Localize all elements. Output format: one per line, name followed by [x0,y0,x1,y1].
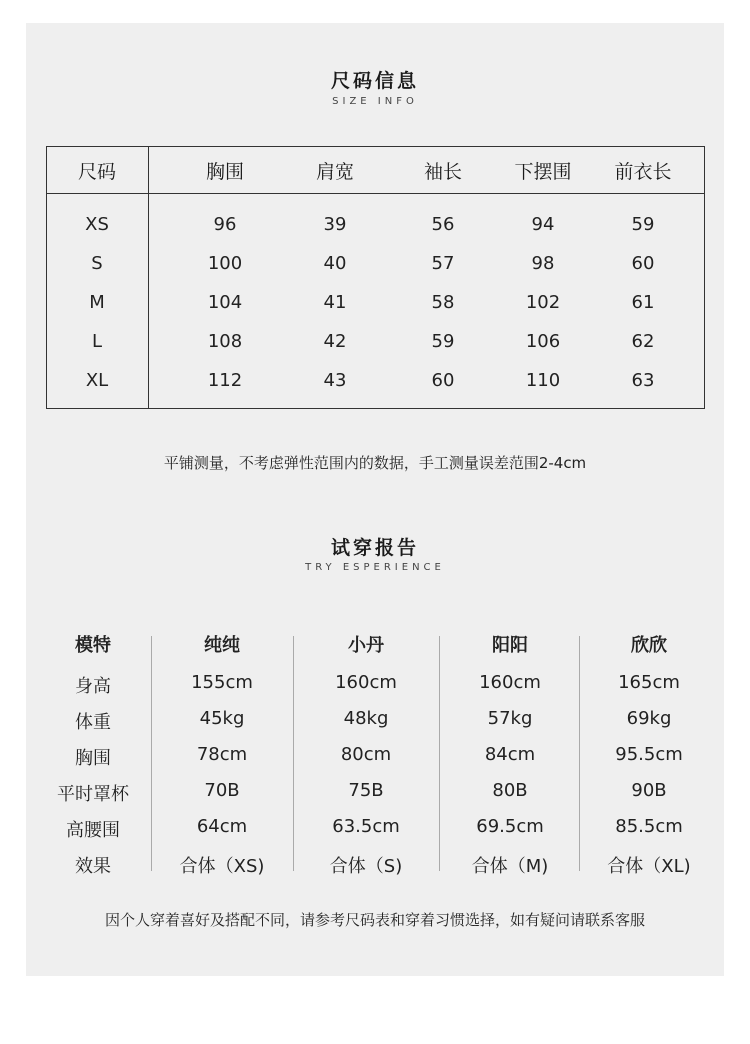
measurement-value: 85.5cm [615,816,683,837]
size-label: M [89,292,105,313]
size-table-cell: 40 [323,253,347,274]
measurement-value: 160cm [479,672,541,693]
measurement-note: 平铺测量，不考虑弹性范围内的数据，手工测量误差范围2-4cm [163,454,587,472]
measurement-value: 80B [492,780,528,801]
measurement-value: 160cm [335,672,397,693]
measurement-value: 合体（XS) [179,856,265,877]
size-table-cell: 102 [525,292,561,313]
model-name: 纯纯 [204,635,240,656]
size-table-cell: 56 [431,214,455,235]
table-column-divider [148,147,149,408]
size-table-cell: 106 [525,331,561,352]
size-label: XL [85,370,109,391]
size-label: L [91,331,103,352]
size-info-title: 尺码信息 [330,70,419,92]
size-table-cell: 60 [431,370,455,391]
measurement-value: 80cm [340,744,392,765]
column-divider [293,636,294,871]
size-table-cell: 110 [525,370,561,391]
model-name: 小丹 [348,635,384,656]
size-table-cell: 43 [323,370,347,391]
measurement-value: 合体（XL) [607,856,691,877]
size-info-subtitle: SIZE INFO [332,96,418,107]
size-table-header: 袖长 [423,161,463,183]
size-label: S [91,253,103,274]
measurement-label: 高腰围 [66,820,120,841]
measurement-value: 45kg [199,708,245,729]
column-divider [151,636,152,871]
measurement-value: 57kg [487,708,533,729]
try-report-subtitle: TRY ESPERIENCE [305,562,445,573]
size-table-cell: 41 [323,292,347,313]
measurement-value: 69kg [626,708,672,729]
size-table-cell: 62 [631,331,655,352]
size-label: XS [85,214,109,235]
measurement-label: 身高 [75,676,111,697]
measurement-value: 70B [204,780,240,801]
measurement-label: 胸围 [75,748,111,769]
size-table-cell: 96 [213,214,237,235]
model-name: 阳阳 [492,635,528,656]
measurement-value: 63.5cm [332,816,400,837]
size-table-header: 前衣长 [614,161,672,183]
measurement-value: 合体（S) [329,856,403,877]
measurement-label: 效果 [75,856,111,877]
measurement-value: 75B [348,780,384,801]
measurement-value: 84cm [484,744,536,765]
size-table-cell: 63 [631,370,655,391]
table-header-divider [47,193,704,194]
size-table-cell: 112 [207,370,243,391]
try-report-title: 试穿报告 [330,537,419,559]
measurement-label: 体重 [75,712,111,733]
measurement-value: 69.5cm [476,816,544,837]
model-name: 欣欣 [631,635,667,656]
size-table-cell: 60 [631,253,655,274]
size-table-cell: 98 [531,253,555,274]
size-table-header: 下摆围 [514,161,572,183]
size-table [46,146,705,409]
size-table-cell: 59 [431,331,455,352]
size-table-cell: 108 [207,331,243,352]
measurement-label: 平时罩杯 [57,784,129,805]
size-table-cell: 94 [531,214,555,235]
measurement-value: 155cm [191,672,253,693]
size-table-cell: 58 [431,292,455,313]
measurement-value: 95.5cm [615,744,683,765]
size-table-cell: 57 [431,253,455,274]
measurement-value: 48kg [343,708,389,729]
column-divider [579,636,580,871]
model-header: 模特 [75,635,111,656]
size-table-cell: 61 [631,292,655,313]
size-table-cell: 104 [207,292,243,313]
fit-advice-note: 因个人穿着喜好及搭配不同，请参考尺码表和穿着习惯选择，如有疑问请联系客服 [104,911,645,929]
size-table-cell: 39 [323,214,347,235]
size-table-header: 尺码 [77,161,117,183]
size-table-header: 肩宽 [315,161,355,183]
measurement-value: 78cm [196,744,248,765]
size-table-cell: 42 [323,331,347,352]
size-table-cell: 59 [631,214,655,235]
measurement-value: 64cm [196,816,248,837]
column-divider [439,636,440,871]
size-table-cell: 100 [207,253,243,274]
size-table-header: 胸围 [205,161,245,183]
measurement-value: 合体（M) [471,856,549,877]
measurement-value: 90B [631,780,667,801]
measurement-value: 165cm [618,672,680,693]
